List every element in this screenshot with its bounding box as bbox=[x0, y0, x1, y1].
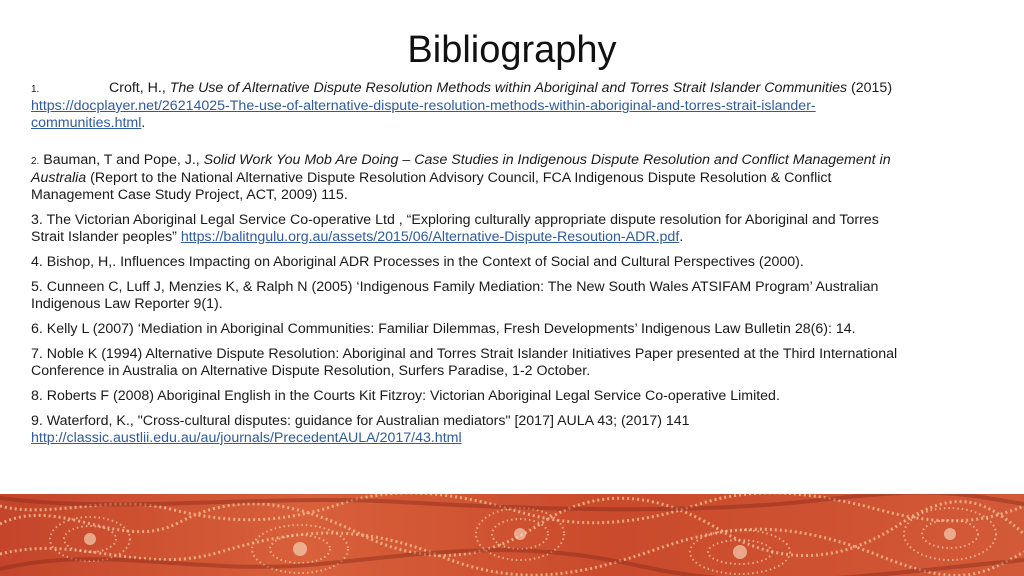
reference-link[interactable]: https://balitngulu.org.au/assets/2015/06/Alternative-Dispute-Resoution-ADR.pdf bbox=[180, 229, 680, 245]
reference-text: 4. Bishop, H,. Influences Impacting on Aboriginal ADR Processes in the Context of Social and Cultural Perspectives (2000). bbox=[31, 254, 804, 270]
reference-year: (2015) bbox=[847, 80, 893, 96]
reference-end: . bbox=[141, 115, 146, 131]
reference-end: . bbox=[679, 229, 684, 245]
reference-number: 1. bbox=[31, 84, 40, 95]
reference-details: (Report to the National Alternative Dispute Resolution Advisory Council, FCA Indigenous Dispute Resolution & Conflict Management Case Study Project, ACT, 2009) 115. bbox=[31, 170, 832, 203]
reference-link[interactable]: http://classic.austlii.edu.au/au/journals/PrecedentAULA/2017/43.html bbox=[31, 430, 462, 446]
reference-text: 8. Roberts F (2008) Aboriginal English in the Courts Kit Fitzroy: Victorian Aboriginal Legal Service Co-operative Limited. bbox=[31, 388, 780, 404]
reference-7 bbox=[31, 346, 911, 380]
reference-text: 9. Waterford, K., "Cross-cultural disputes: guidance for Australian mediators" [2017] AULA 43; (2017) 141 bbox=[31, 413, 690, 429]
reference-author: Croft, H., bbox=[109, 80, 170, 96]
reference-9 bbox=[31, 413, 911, 447]
reference-6 bbox=[31, 321, 911, 338]
reference-text: 5. Cunneen C, Luff J, Menzies K, & Ralph N (2005) ‘Indigenous Family Mediation: The New South Wales ATSIFAM Program’ Australian Indigenous Law Reporter 9(1). bbox=[31, 279, 879, 312]
reference-1 bbox=[31, 80, 911, 132]
reference-number: 2. bbox=[31, 156, 40, 167]
reference-text: 7. Noble K (1994) Alternative Dispute Resolution: Aboriginal and Torres Strait Islander Initiatives Paper presented at the Third International Conference in Australia on Alternative Dispute Resolution, Surfers Paradise, 1-2 October. bbox=[31, 346, 898, 379]
decorative-artwork-banner bbox=[0, 494, 1024, 576]
reference-4 bbox=[31, 254, 911, 271]
reference-3 bbox=[31, 212, 911, 246]
reference-text: 3. The Victorian Aboriginal Legal Service Co-operative Ltd , “Exploring culturally appropriate dispute resolution for Aboriginal and Torres Strait Islander peoples” bbox=[31, 212, 879, 245]
reference-5 bbox=[31, 279, 911, 313]
bibliography-list bbox=[31, 80, 911, 455]
aboriginal-dot-art-image bbox=[0, 494, 1024, 576]
reference-title: Solid Work You Mob Are Doing – Case Studies in Indigenous Dispute Resolution and Conflict Management in Australia bbox=[31, 152, 891, 186]
reference-2 bbox=[31, 152, 911, 204]
page-title: Bibliography bbox=[407, 29, 617, 71]
reference-text: 6. Kelly L (2007) ‘Mediation in Aboriginal Communities: Familiar Dilemmas, Fresh Developments’ Indigenous Law Bulletin 28(6): 14. bbox=[31, 321, 856, 337]
reference-8 bbox=[31, 388, 911, 405]
reference-link[interactable]: https://docplayer.net/26214025-The-use-of-alternative-dispute-resolution-methods-within-aboriginal-and-torres-strait-islander-communities.html bbox=[31, 98, 816, 131]
reference-author: Bauman, T and Pope, J., bbox=[39, 152, 204, 168]
reference-title: The Use of Alternative Dispute Resolution Methods within Aboriginal and Torres Strait Islander Communities bbox=[169, 80, 848, 96]
